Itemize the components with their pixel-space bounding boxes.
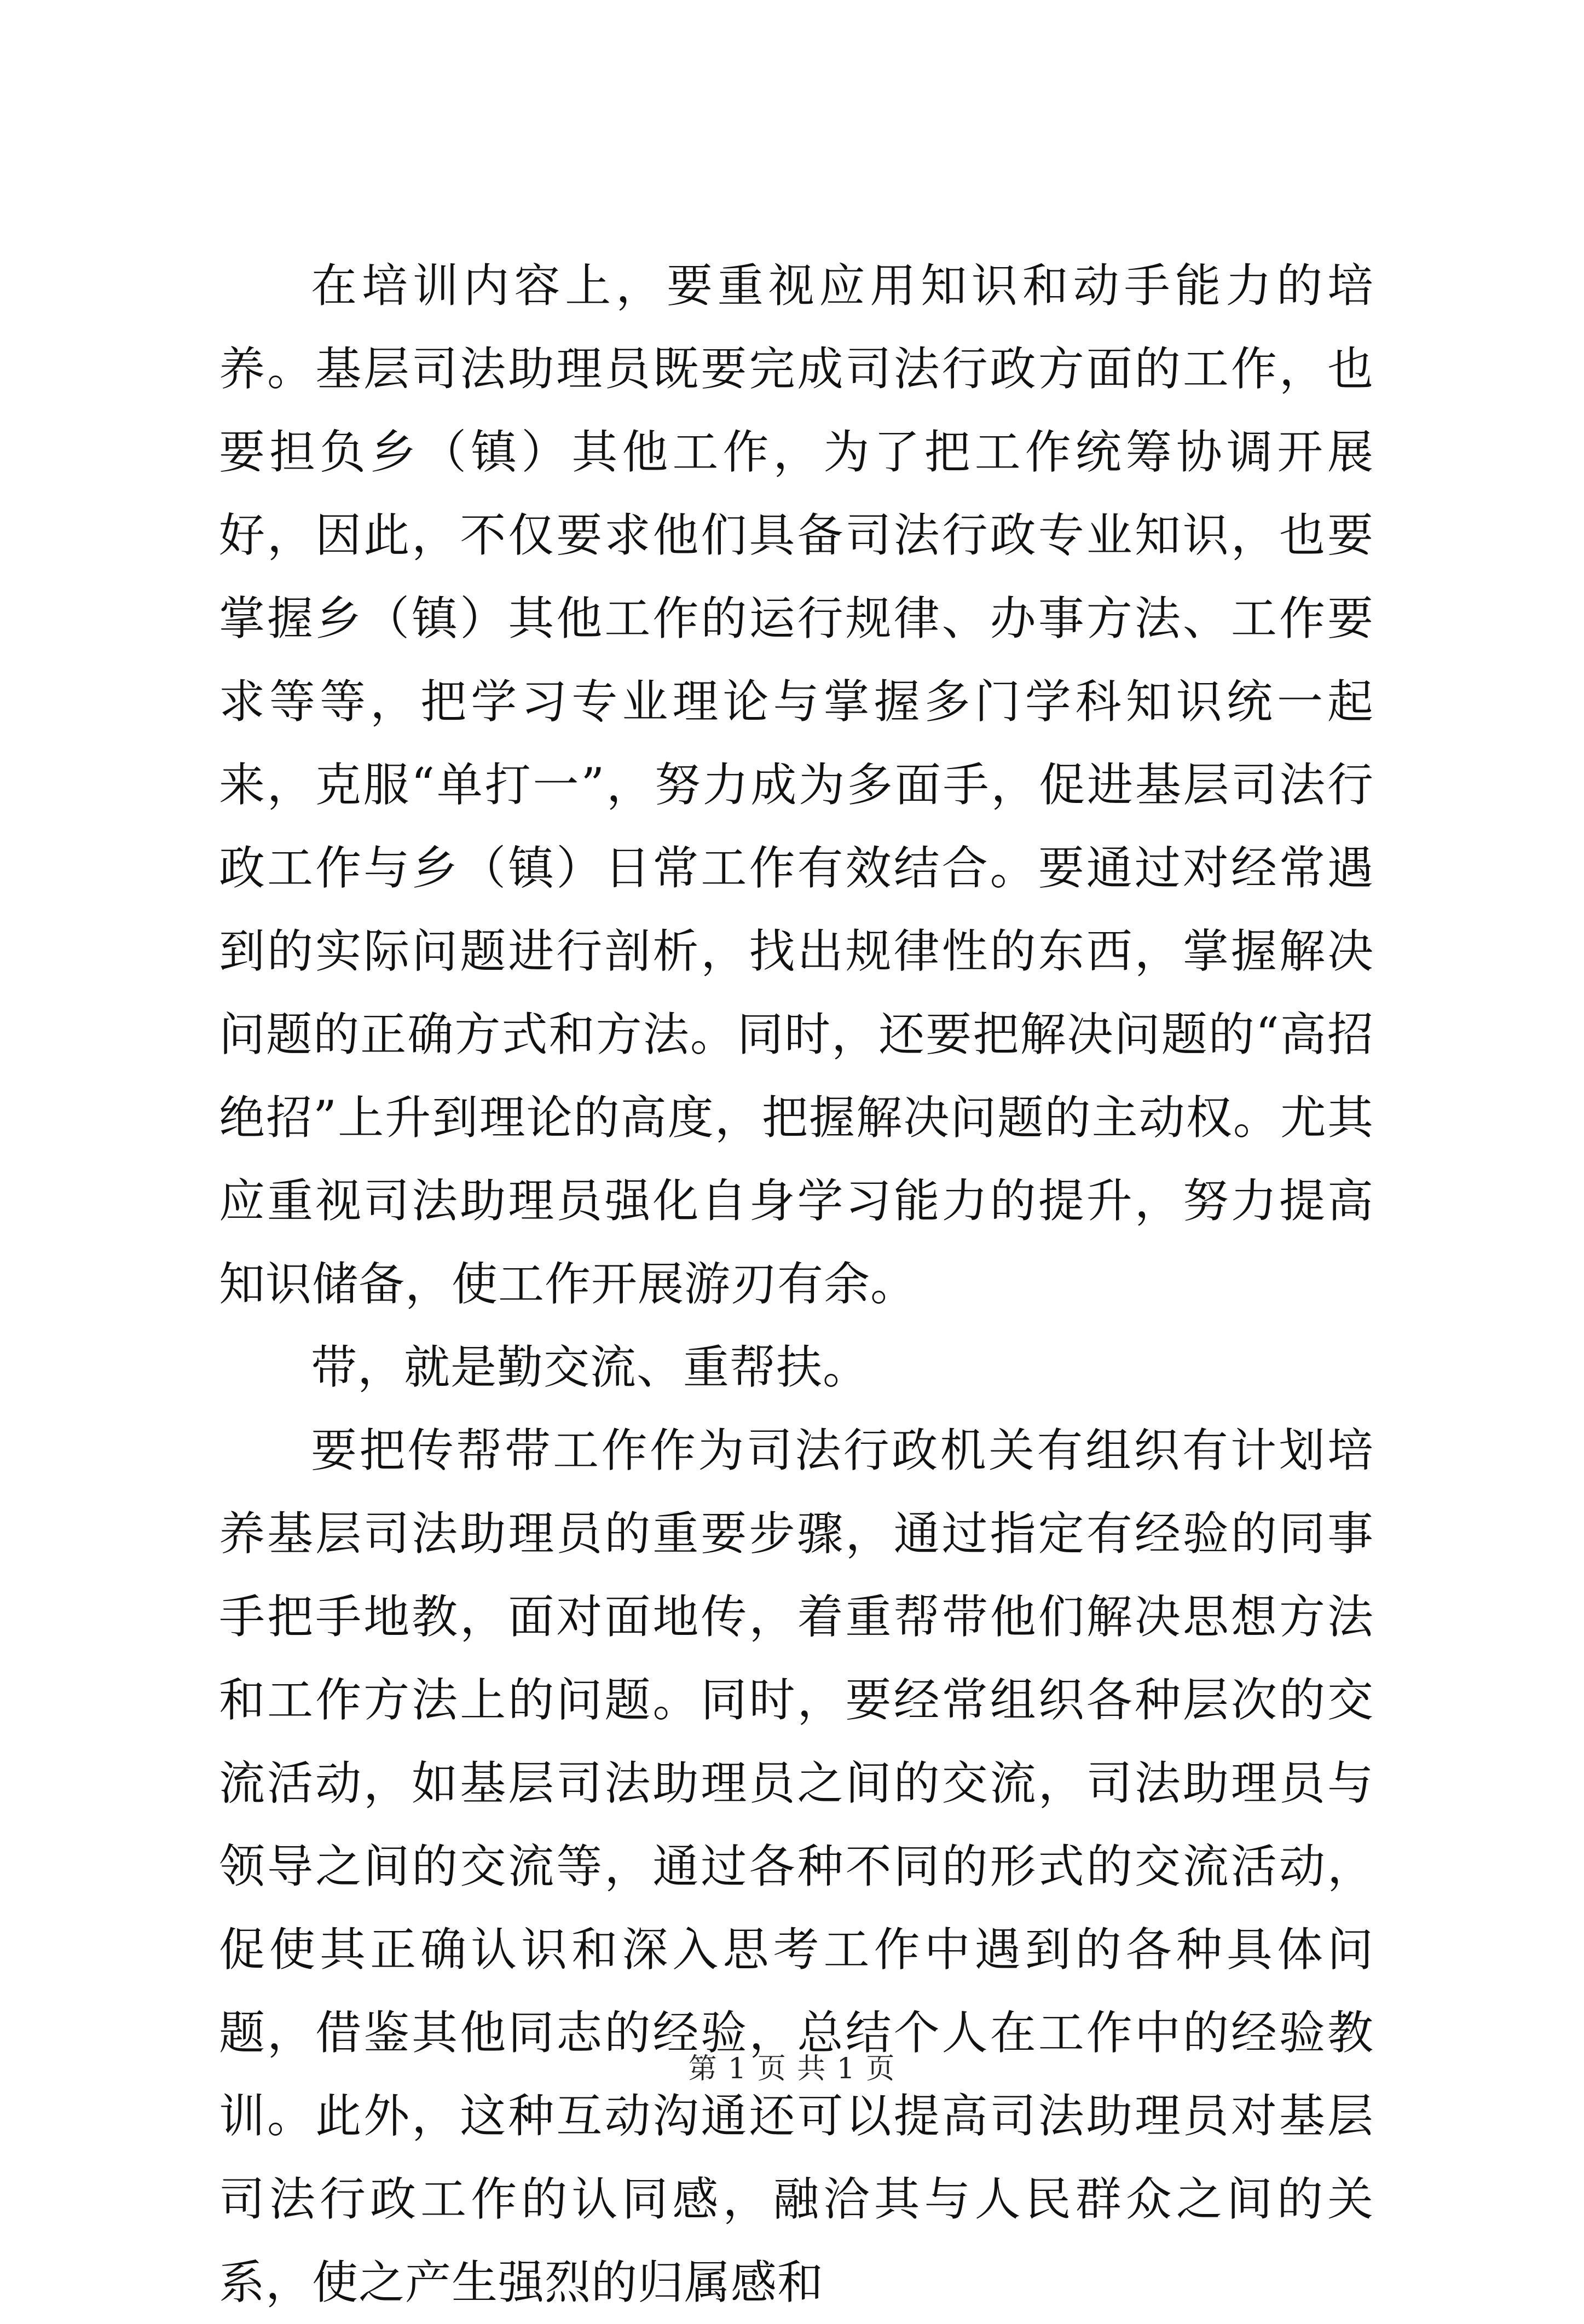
page-number-footer: 第 1 页 共 1 页 <box>688 2053 896 2085</box>
paragraph-mentoring-heading: 带，就是勤交流、重帮扶。 <box>311 1340 870 1394</box>
paragraph-mentoring-content: 要把传帮带工作作为司法行政机关有组织有计划培养基层司法助理员的重要步骤，通过指定有经验的同事手把手地教，面对面地传，着重帮带他们解决思想方法和工作方法上的问题。同时，要经常组织各种层次的交流活动，如基层司法助理员之间的交流，司法助理员与领导之间的交流等，通过各种不同的形式的交流活动，促使其正确认识和深入思考工作中遇到的各种具体问题，借鉴其他同志的经验，总结个人在工作中的经验教训。此外，这种互动沟通还可以提高司法助理员对基层司法行政工作的认同感，融洽其与人民群众之间的关系，使之产生强烈的归属感和 <box>219 1424 1374 2309</box>
document-body <box>219 244 1374 2324</box>
paragraph-training-content: 在培训内容上，要重视应用知识和动手能力的培养。基层司法助理员既要完成司法行政方面的工作，也要担负乡（镇）其他工作，为了把工作统筹协调开展好，因此，不仅要求他们具备司法行政专业知识，也要掌握乡（镇）其他工作的运行规律、办事方法、工作要求等等，把学习专业理论与掌握多门学科知识统一起来，克服“单打一”，努力成为多面手，促进基层司法行政工作与乡（镇）日常工作有效结合。要通过对经常遇到的实际问题进行剖析，找出规律性的东西，掌握解决问题的正确方式和方法。同时，还要把解决问题的“高招绝招”上升到理论的高度，把握解决问题的主动权。尤其应重视司法助理员强化自身学习能力的提升，努力提高知识储备，使工作开展游刃有余。 <box>219 259 1374 1311</box>
